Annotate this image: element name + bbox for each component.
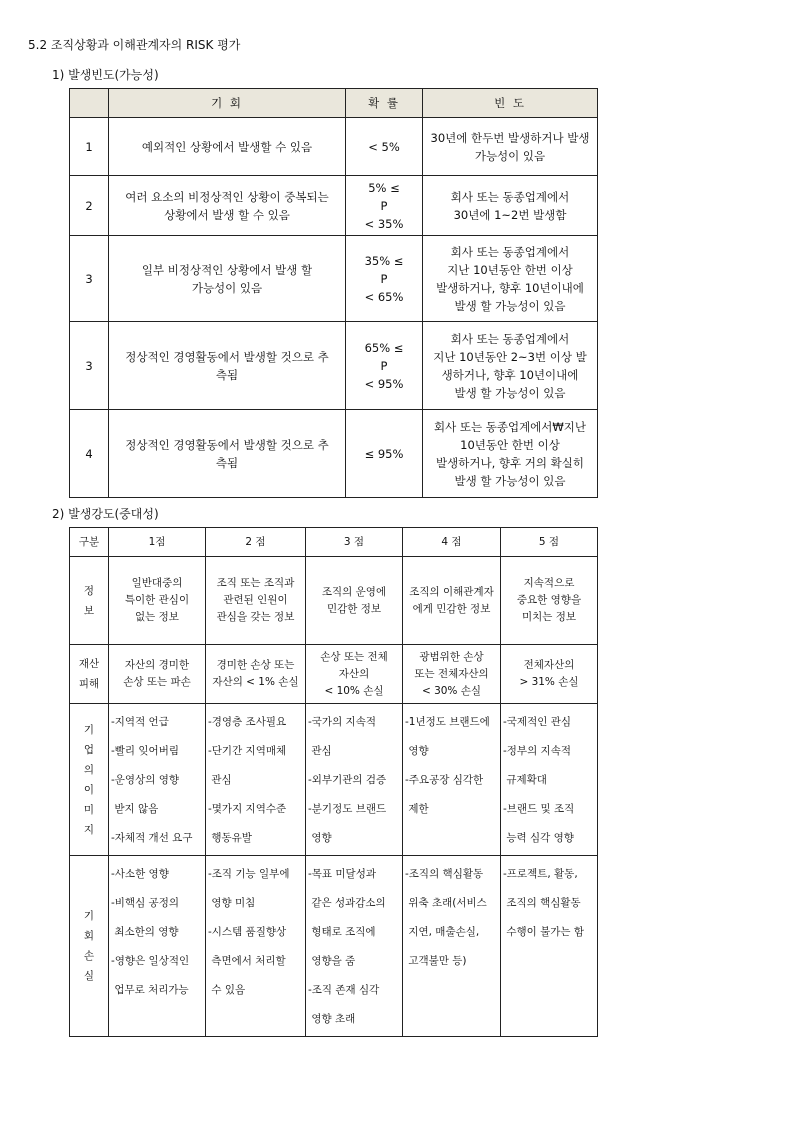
frequency-cell [423,236,598,322]
cell-line: 영향 미침 [208,897,256,909]
cell-line: 규제확대 [503,774,547,786]
opportunity-line: 가능성이 있음 [191,280,263,295]
header-score-1: 1점 [109,528,206,557]
property-damage-row [70,645,598,704]
row-number: 3 [70,322,109,410]
score-4-cell [403,645,501,704]
cell-line: 위축 초래(서비스 [405,897,487,909]
frequency-line: 30년에 1~2번 발생함 [453,207,567,222]
frequency-line: 발생하거나, 향후 거의 확실히 [436,455,584,470]
header-probability: 확 률 [346,89,423,118]
opportunity-line: 여러 요소의 비정상적인 상황이 중복되는 [125,189,329,204]
row-label-line: 보 [83,604,95,617]
cell-line: -프로젝트, 활동, [503,868,578,880]
cell-line: 같은 성과감소의 [308,897,386,909]
score-3-cell [306,856,403,1037]
score-3-cell [306,704,403,856]
cell-line: 관심 [208,774,232,786]
frequency-cell [423,410,598,498]
row-number: 3 [70,236,109,322]
row-label [70,557,109,645]
probability-line: ≤ 95% [364,446,404,461]
opportunity-line: 정상적인 경영활동에서 발생할 것으로 추 [125,437,329,452]
probability-cell [346,322,423,410]
header-opportunity: 기 회 [109,89,346,118]
cell-line: 일반대중의 [131,577,183,589]
row-label-line: 미 [83,803,95,816]
cell-line: -경영층 조사필요 [208,716,287,728]
severity-header-row [70,528,598,557]
severity-table [69,527,598,1037]
probability-cell [346,236,423,322]
cell-line: 중요한 영향을 [516,594,582,606]
frequency-subtitle: 1) 발생빈도(가능성) [52,68,159,82]
opportunity-line: 일부 비정상적인 상황에서 발생 할 [141,262,313,277]
cell-line: 영향을 줌 [308,955,356,967]
cell-line: 받지 않음 [111,803,159,815]
probability-line: 5% ≤ [368,180,400,195]
cell-line: 관심 [308,745,332,757]
cell-line: 형태로 조직에 [308,926,376,938]
frequency-line: 발생 할 가능성이 있음 [454,385,566,400]
opportunity-cell [109,322,346,410]
row-label [70,645,109,704]
frequency-cell [423,118,598,176]
cell-line: 없는 정보 [135,611,179,623]
row-number: 2 [70,176,109,236]
cell-line: -운영상의 영향 [111,774,179,786]
frequency-cell [423,176,598,236]
score-1-cell [109,557,206,645]
frequency-line: 회사 또는 동종업계에서 [450,244,570,259]
frequency-line: 회사 또는 동종업계에서₩지난 [434,419,586,434]
probability-line: P [380,271,388,286]
cell-line: -국가의 지속적 [308,716,376,728]
cell-line: 자산의 [338,667,370,680]
row-label-line: 재산 [78,658,100,670]
frequency-line: 발생하거나, 향후 10년이내에 [436,280,584,295]
cell-line: > 31% 손실 [519,676,579,688]
opportunity-cell [109,176,346,236]
frequency-line: 발생 할 가능성이 있음 [454,298,566,313]
row-label-line: 기 [83,910,95,922]
frequency-cell [423,322,598,410]
opportunity-line: 측됨 [215,367,239,382]
cell-line: 영향 [405,745,429,757]
frequency-line: 발생 할 가능성이 있음 [454,473,566,488]
header-score-3: 3 점 [306,528,403,557]
score-4-cell [403,704,501,856]
cell-line: -분기정도 브랜드 [308,803,387,815]
header-score-4: 4 점 [403,528,501,557]
header-score-2: 2 점 [206,528,306,557]
cell-line: < 10% 손실 [324,684,384,697]
cell-line: -단기간 지역매체 [208,745,287,757]
score-5-cell [501,856,598,1037]
opportunity-cell [109,410,346,498]
cell-line: 관심을 갖는 정보 [216,611,295,623]
frequency-row [70,118,598,176]
probability-line: < 5% [368,139,400,154]
cell-line: 또는 전체자산의 [414,667,489,680]
frequency-line: 생하거나, 향후 10년이내에 [441,367,579,382]
cell-line: 손상 또는 파손 [123,676,191,688]
frequency-line: 회사 또는 동종업계에서 [450,189,570,204]
probability-line: < 95% [364,376,404,391]
score-1-cell [109,856,206,1037]
cell-line: 업무로 처리가능 [111,984,189,996]
cell-line: -목표 미달성과 [308,868,376,880]
row-label-line: 이 [83,783,95,796]
cell-line: -몇가지 지역수준 [208,803,287,815]
cell-line: 미치는 정보 [521,611,577,623]
probability-cell [346,176,423,236]
score-2-cell [206,557,306,645]
probability-line: 35% ≤ [364,253,404,268]
row-label-line: 업 [83,743,95,756]
information-row [70,557,598,645]
cell-line: -지역적 언급 [111,716,169,728]
probability-line: < 65% [364,289,404,304]
header-category: 구분 [70,528,109,557]
opportunity-cell [109,236,346,322]
frequency-row [70,236,598,322]
frequency-header-row [70,89,598,118]
score-2-cell [206,856,306,1037]
frequency-table [69,88,598,498]
opportunity-line: 측됨 [215,455,239,470]
cell-line: 특이한 관심이 [124,594,190,606]
opportunity-line: 정상적인 경영활동에서 발생할 것으로 추 [125,349,329,364]
row-number: 1 [70,118,109,176]
cell-line: 민감한 정보 [326,602,382,615]
score-4-cell [403,856,501,1037]
probability-line: < 35% [364,216,404,231]
cell-line: 전체자산의 [523,659,575,671]
cell-line: -외부기관의 검증 [308,774,387,786]
row-label-line: 피해 [78,678,100,690]
row-label-line: 의 [83,763,95,776]
row-label-line: 기 [83,723,95,736]
cell-line: 경미한 손상 또는 [216,659,295,671]
row-label-line: 손 [83,950,95,962]
frequency-line: 회사 또는 동종업계에서 [450,331,570,346]
frequency-row [70,322,598,410]
cell-line: -빨리 잊어버림 [111,745,179,757]
opportunity-loss-row [70,856,598,1037]
cell-line: 자산의 < 1% 손실 [212,676,299,688]
probability-line: P [380,358,388,373]
cell-line: 손상 또는 전체 [320,650,388,663]
frequency-row [70,410,598,498]
cell-line: 지연, 매출손실, [405,926,480,938]
cell-line: -조직의 핵심활동 [405,868,484,880]
score-2-cell [206,704,306,856]
score-1-cell [109,704,206,856]
probability-cell [346,118,423,176]
cell-line: 조직의 이해관계자 [409,585,494,598]
cell-line: 자산의 경미한 [124,659,190,671]
cell-line: 고객불만 등) [405,955,467,967]
cell-line: -국제적인 관심 [503,716,571,728]
cell-line: -브랜드 및 조직 [503,803,575,815]
severity-subtitle: 2) 발생강도(중대성) [52,507,159,521]
cell-line: 조직 또는 조직과 [216,577,295,589]
probability-line: 65% ≤ [364,340,404,355]
cell-line: -자체적 개선 요구 [111,832,193,844]
score-5-cell [501,557,598,645]
score-5-cell [501,645,598,704]
cell-line: < 30% 손실 [421,684,482,697]
header-score-5: 5 점 [501,528,598,557]
cell-line: -조직 기능 일부에 [208,868,290,880]
score-1-cell [109,645,206,704]
cell-line: -1년정도 브랜드에 [405,716,490,728]
cell-line: -조직 존재 심각 [308,984,380,996]
opportunity-line: 예외적인 상황에서 발생할 수 있음 [141,139,313,154]
cell-line: -사소한 영향 [111,868,169,880]
row-label-line: 실 [83,970,95,982]
cell-line: 영향 초래 [308,1013,356,1025]
opportunity-line: 상황에서 발생 할 수 있음 [164,207,290,222]
corporate-image-row [70,704,598,856]
frequency-line: 30년에 한두번 발생하거나 발생 [430,130,590,145]
frequency-line: 지난 10년동안 한번 이상 [447,262,573,277]
cell-line: 에게 민감한 정보 [412,602,491,615]
cell-line: 관련된 인원이 [223,594,288,606]
cell-line: 지속적으로 [523,577,575,589]
cell-line: 능력 심각 영향 [503,832,574,844]
row-label-line: 정 [83,584,95,597]
cell-line: 조직의 핵심활동 [503,897,581,909]
row-label [70,704,109,856]
cell-line: 행동유발 [208,832,252,844]
cell-line: 수 있음 [208,984,246,996]
probability-cell [346,410,423,498]
score-3-cell [306,645,403,704]
section-title: 5.2 조직상황과 이해관계자의 RISK 평가 [28,38,241,52]
probability-line: P [380,198,388,213]
row-label [70,856,109,1037]
frequency-line: 가능성이 있음 [474,148,546,163]
frequency-line: 지난 10년동안 2~3번 이상 발 [433,349,587,364]
row-label-line: 회 [83,930,95,942]
cell-line: 영향 [308,832,332,844]
header-frequency: 빈 도 [423,89,598,118]
cell-line: -정부의 지속적 [503,745,571,757]
frequency-line: 10년동안 한번 이상 [460,437,560,452]
cell-line: -영향은 일상적인 [111,955,190,967]
score-5-cell [501,704,598,856]
header-blank [70,89,109,118]
cell-line: -주요공장 심각한 [405,774,484,786]
frequency-row [70,176,598,236]
cell-line: -시스템 품질향상 [208,926,287,938]
cell-line: 조직의 운영에 [321,585,387,598]
cell-line: 광범위한 손상 [419,650,484,663]
row-label-line: 지 [83,823,95,836]
cell-line: 수행이 불가는 함 [503,926,585,938]
cell-line: 제한 [405,803,429,815]
score-2-cell [206,645,306,704]
cell-line: 최소한의 영향 [111,926,179,938]
score-3-cell [306,557,403,645]
cell-line: -비핵심 공정의 [111,897,179,909]
opportunity-cell [109,118,346,176]
cell-line: 측면에서 처리할 [208,955,286,967]
row-number: 4 [70,410,109,498]
score-4-cell [403,557,501,645]
